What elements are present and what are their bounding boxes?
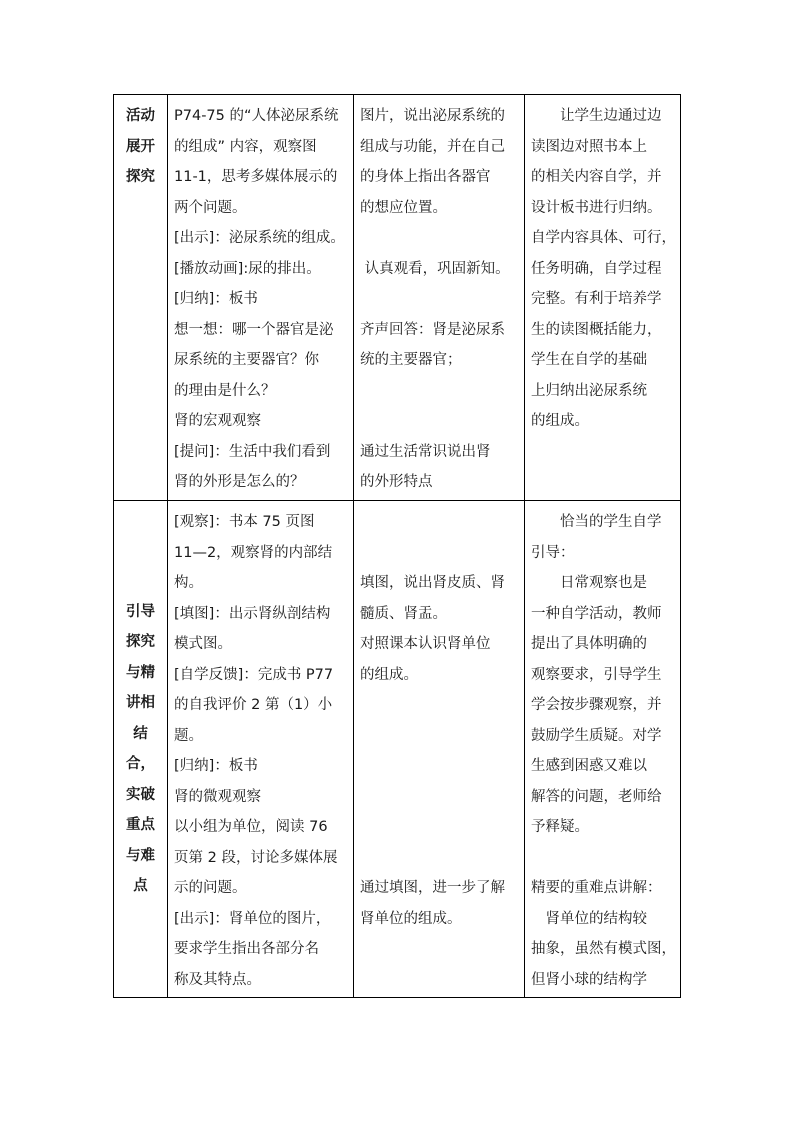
text-line: 页第 2 段，讨论多媒体展	[174, 849, 338, 866]
text-line: 11-1，思考多媒体展示的	[174, 169, 338, 185]
label-line: 引导	[126, 603, 155, 620]
label-line: 讲相	[126, 695, 155, 711]
text-line: [出示]：肾单位的图片，	[174, 910, 331, 927]
text-line: 上归纳出泌尿系统	[531, 382, 647, 399]
text-line: 肾的微观观察	[174, 788, 261, 805]
text-line: 尿系统的主要器官？你	[174, 352, 319, 368]
row-label-guided-inquiry	[114, 501, 168, 998]
text-line: 的外形特点	[360, 474, 433, 490]
text-line: 肾的外形是怎么的？	[174, 474, 305, 490]
text-line: 髓质、肾盂。	[360, 605, 447, 622]
text-line: [提问]：生活中我们看到	[174, 443, 331, 460]
text-line: [观察]：书本 75 页图	[174, 514, 315, 530]
label-line: 与精	[126, 664, 155, 681]
text-line: [填图]：出示肾纵剖结构	[174, 605, 331, 622]
blank-line	[360, 538, 518, 569]
text-line: 生的读图概括能力，	[531, 321, 662, 338]
text-line: 模式图。	[174, 636, 232, 652]
text-line: 一种自学活动，教师	[531, 605, 662, 622]
text-line: 读图边对照书本上	[531, 138, 647, 155]
teacher-activity-cell	[168, 501, 354, 998]
text-line: 通过填图，进一步了解	[360, 880, 505, 896]
student-activity-cell	[354, 501, 525, 998]
text-line: 以小组为单位，阅读 76	[174, 819, 328, 835]
row-label-activity	[114, 95, 168, 501]
blank-line	[360, 284, 518, 315]
text-line: 学生在自学的基础	[531, 352, 647, 368]
text-line: [出示]：泌尿系统的组成。	[174, 230, 345, 246]
text-line: P74-75 的“人体泌尿系统	[174, 108, 339, 124]
text-line: 恰当的学生自学	[560, 514, 662, 530]
text-line: 的身体上指出各器官	[360, 169, 491, 185]
text-line: 肾的宏观观察	[174, 413, 261, 429]
text-line: 11—2，观察肾的内部结	[174, 544, 333, 561]
text-line: 两个问题。	[174, 199, 247, 216]
text-line: 的组成。	[531, 413, 589, 429]
text-line: 图片，说出泌尿系统的	[360, 108, 505, 124]
text-line: 的组成。	[360, 666, 418, 683]
text-line: 的自我评价 2 第（1）小	[174, 697, 333, 713]
text-line: 示的问题。	[174, 880, 247, 896]
text-line: 抽象，虽然有模式图，	[531, 941, 676, 957]
teacher-activity-cell	[168, 95, 354, 501]
text-line: 的想应位置。	[360, 199, 447, 216]
text-line: 统的主要器官；	[360, 352, 462, 368]
design-intent-cell	[525, 95, 681, 501]
blank-line	[360, 843, 518, 874]
label-line: 重点	[126, 817, 155, 833]
text-line: 学会按步骤观察，并	[531, 697, 662, 713]
text-line: 肾单位的组成。	[360, 910, 462, 927]
text-line: 鼓励学生质疑。对学	[531, 727, 662, 744]
blank-line	[360, 751, 518, 782]
text-line: 引导：	[531, 544, 575, 561]
label-line: 探究	[126, 169, 155, 185]
label-line: 结合，	[126, 725, 155, 772]
text-line: [自学反馈]：完成书 P77	[174, 666, 334, 683]
blank-line	[360, 721, 518, 752]
text-line: 填图，说出肾皮质、肾	[360, 575, 505, 591]
text-line: 称及其特点。	[174, 971, 261, 988]
text-line: 日常观察也是	[560, 575, 647, 591]
label-line: 实破	[126, 786, 155, 803]
blank-line	[360, 812, 518, 843]
label-line: 与难	[126, 847, 155, 864]
blank-line	[360, 782, 518, 813]
label-line: 活动	[126, 108, 155, 124]
blank-line	[531, 843, 674, 874]
text-line: 肾单位的结构较	[545, 910, 647, 927]
text-line: 观察要求，引导学生	[531, 666, 662, 683]
text-line: 的相关内容自学，并	[531, 169, 662, 185]
label-line: 探究	[126, 634, 155, 650]
student-activity-cell	[354, 95, 525, 501]
text-line: 解答的问题，老师给	[531, 788, 662, 805]
text-line: [归纳]：板书	[174, 758, 258, 774]
text-line: 想一想：哪一个器官是泌	[174, 321, 334, 338]
text-line: 构。	[174, 575, 203, 591]
blank-line	[360, 223, 518, 254]
lesson-plan-table	[113, 94, 681, 998]
text-line: 齐声回答：肾是泌尿系	[360, 321, 505, 338]
text-line: 但肾小球的结构学	[531, 971, 647, 988]
text-line: 任务明确，自学过程	[531, 260, 662, 277]
text-line: 让学生边通过边	[560, 108, 662, 124]
blank-line	[360, 376, 518, 407]
text-line: 组成与功能，并在自己	[360, 138, 505, 155]
text-line: 对照课本认识肾单位	[360, 636, 491, 652]
text-line: 精要的重难点讲解：	[531, 880, 662, 896]
label-line: 点	[133, 878, 148, 894]
text-line: [归纳]：板书	[174, 291, 258, 307]
blank-line	[360, 690, 518, 721]
text-line: 题。	[174, 727, 203, 744]
label-line: 展开	[126, 138, 155, 155]
text-line: 要求学生指出各部分名	[174, 941, 319, 957]
blank-line	[360, 406, 518, 437]
text-line: [播放动画]:尿的排出。	[174, 260, 321, 277]
text-line: 通过生活常识说出肾	[360, 443, 491, 460]
text-line: 的理由是什么？	[174, 382, 276, 399]
text-line: 设计板书进行归纳。	[531, 199, 662, 216]
text-line: 的组成” 内容，观察图	[174, 138, 317, 155]
table-row	[114, 501, 681, 998]
table-row	[114, 95, 681, 501]
blank-line	[360, 507, 518, 538]
text-line: 予释疑。	[531, 819, 589, 835]
text-line: 提出了具体明确的	[531, 636, 647, 652]
text-line: 认真观看，巩固新知。	[360, 260, 510, 277]
text-line: 完整。有利于培养学	[531, 291, 662, 307]
text-line: 生感到困惑又难以	[531, 758, 647, 774]
text-line: 自学内容具体、可行，	[531, 230, 676, 246]
design-intent-cell	[525, 501, 681, 998]
